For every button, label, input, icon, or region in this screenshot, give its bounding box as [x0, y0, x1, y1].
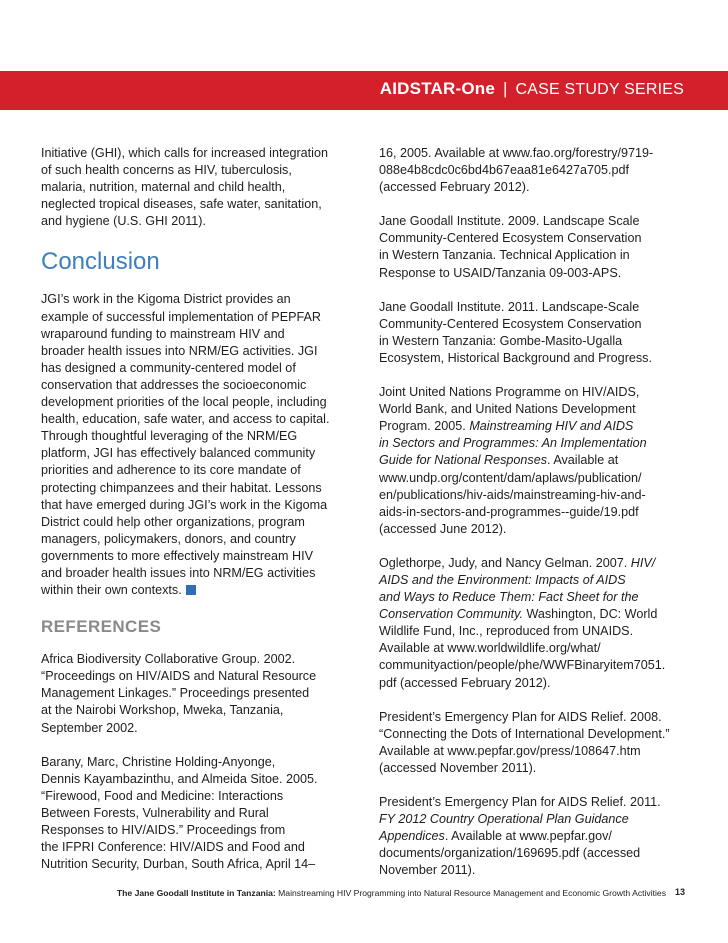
text-line: neglected tropical diseases, safe water, sanitation,: [41, 197, 322, 212]
text-line: conservation that addresses the socioeconomic: [41, 377, 307, 392]
text-line: example of successful implementation of PEPFAR: [41, 309, 321, 324]
text-line: (accessed November 2011).: [379, 760, 537, 775]
text-line: Ecosystem, Historical Background and Progress.: [379, 350, 652, 365]
conclusion-heading: Conclusion: [41, 248, 160, 276]
text-line: Joint United Nations Programme on HIV/AIDS,: [379, 385, 640, 400]
text-line: documents/organization/169695.pdf (accessed: [379, 846, 641, 861]
text-line: protecting chimpanzees and their habitat. Lessons: [41, 480, 322, 495]
text-line: Between Forests, Vulnerability and Rural: [41, 805, 269, 820]
text-line: Responses to HIV/AIDS.” Proceedings from: [41, 823, 286, 837]
text-line: (accessed February 2012).: [379, 180, 530, 195]
text-line: in Western Tanzania: Gombe-Masito-Ugalla: [379, 333, 623, 348]
page-footer: [0, 887, 728, 901]
page-number: 13: [674, 887, 685, 897]
text-line: “Proceedings on HIV/AIDS and Natural Resource: [41, 669, 317, 684]
text-line: World Bank, and United Nations Development: [379, 402, 636, 417]
text-line: Community-Centered Ecosystem Conservation: [379, 231, 642, 246]
text-line: Available at www.worldwildlife.org/what/: [379, 641, 601, 656]
text-line: has designed a community-centered model of: [41, 360, 296, 375]
text-line: at the Nairobi Workshop, Mweka, Tanzania,: [41, 703, 284, 718]
italic-title: Guide for National Responses: [379, 453, 548, 468]
text-line: Nutrition Security, Durban, South Africa, April 14–: [41, 857, 316, 872]
header-band: [0, 71, 728, 110]
text-line: JGI’s work in the Kigoma District provides an: [41, 292, 291, 307]
text-line: [379, 435, 689, 452]
text-line: aids-in-sectors-and-programmes--guide/19.pdf: [379, 504, 639, 519]
text-line: Response to USAID/Tanzania 09-003-APS.: [379, 265, 622, 280]
text-line: in Western Tanzania. Technical Application in: [379, 248, 630, 263]
text-line: Dennis Kayambazinthu, and Almeida Sitoe. 2005.: [41, 771, 318, 786]
text-line: Available at www.pepfar.gov/press/108647.htm: [379, 743, 641, 758]
italic-title: Conservation Community.: [379, 607, 523, 622]
conclusion-paragraph: [41, 291, 353, 599]
text-line: health, education, safe water, and access to capital.: [41, 412, 330, 427]
reference-entry: [379, 213, 689, 281]
text-line: [379, 811, 689, 828]
text-span: . Available at: [547, 453, 619, 468]
text-span: . Available at www.pepfar.gov/: [444, 829, 612, 844]
text-line: November 2011).: [379, 863, 476, 878]
text-line: Africa Biodiversity Collaborative Group. 2002.: [41, 652, 296, 667]
text-line: that have emerged during JGI’s work in the Kigoma: [41, 497, 328, 512]
references-heading: REFERENCES: [41, 617, 162, 637]
reference-entry: [379, 794, 689, 879]
text-span: Washington, DC: World: [522, 607, 658, 622]
text-line: the IFPRI Conference: HIV/AIDS and Food and: [41, 840, 305, 855]
text-line: governments to more effectively mainstream HIV: [41, 548, 314, 563]
reference-entry: [41, 754, 353, 874]
text-line: Jane Goodall Institute. 2011. Landscape-Scale: [379, 299, 640, 314]
text-line: [379, 418, 689, 435]
text-line: District could help other organizations, program: [41, 514, 305, 529]
italic-title: Appendices: [379, 829, 445, 844]
text-line: Community-Centered Ecosystem Conservation: [379, 316, 642, 331]
text-line: [379, 572, 689, 589]
footer-title: [117, 888, 666, 898]
intro-paragraph: [41, 145, 353, 230]
italic-title: Mainstreaming HIV and AIDS: [469, 419, 634, 434]
text-line: malaria, nutrition, maternal and child health,: [41, 180, 286, 195]
text-line: development priorities of the local people, including: [41, 395, 327, 410]
text-line: broader health issues into NRM/EG activities. JGI: [41, 343, 318, 358]
text-line: “Connecting the Dots of International Development.”: [379, 726, 670, 741]
text-line: [379, 589, 689, 606]
italic-title: HIV/: [630, 555, 656, 570]
text-line: of such health concerns as HIV, tuberculosis,: [41, 163, 292, 178]
reference-entry: [379, 709, 689, 777]
reference-entry: [379, 384, 689, 538]
text-line: President’s Emergency Plan for AIDS Relief. 2011.: [379, 795, 661, 809]
italic-title: AIDS and the Environment: Impacts of AIDS: [379, 572, 626, 587]
text-line: Barany, Marc, Christine Holding-Anyonge,: [41, 754, 276, 769]
text-line: managers, policymakers, donors, and country: [41, 531, 296, 546]
text-line: wraparound funding to mainstream HIV and: [41, 326, 285, 341]
text-line: [379, 828, 689, 845]
footer-doc-title: Mainstreaming HIV Programming into Natural Resource Management and Economic Growth Activities: [275, 888, 666, 898]
brand-name: AIDSTAR-One: [379, 79, 495, 98]
reference-entry: [41, 651, 353, 736]
text-span: within their own contexts.: [41, 583, 182, 598]
text-line: [379, 452, 689, 469]
text-line: Initiative (GHI), which calls for increased integration: [41, 146, 328, 160]
text-line: en/publications/hiv-aids/mainstreaming-hiv-and-: [379, 487, 646, 502]
reference-entry: [379, 555, 689, 692]
text-line: and broader health issues into NRM/EG activities: [41, 565, 316, 580]
right-column: [379, 145, 689, 896]
text-line: pdf (accessed February 2012).: [379, 675, 551, 690]
text-span: Program. 2005.: [379, 419, 470, 434]
footer-org: The Jane Goodall Institute in Tanzania:: [116, 888, 276, 898]
text-line: communityaction/people/phe/WWFBinaryitem7051.: [379, 658, 666, 673]
text-line: President’s Emergency Plan for AIDS Relief. 2008.: [379, 709, 662, 724]
text-line: and hygiene (U.S. GHI 2011).: [41, 214, 206, 229]
reference-entry: [379, 299, 689, 367]
text-line: priorities and adherence to its core mandate of: [41, 463, 301, 478]
text-line: Through thoughtful leveraging of the NRM/EG: [41, 429, 298, 444]
reference-entry-continued: [379, 145, 689, 196]
text-line: (accessed June 2012).: [379, 521, 507, 536]
header-separator: |: [502, 79, 508, 98]
text-line: 16, 2005. Available at www.fao.org/forestry/9719-: [379, 146, 654, 160]
series-name: CASE STUDY SERIES: [515, 81, 684, 98]
end-mark-icon: [186, 585, 196, 595]
italic-title: and Ways to Reduce Them: Fact Sheet for the: [379, 590, 639, 605]
text-line: September 2002.: [41, 720, 138, 735]
text-line: www.undp.org/content/dam/aplaws/publication/: [379, 470, 642, 485]
text-line: “Firewood, Food and Medicine: Interactions: [41, 788, 284, 803]
series-title: [380, 79, 684, 99]
text-line: [41, 582, 353, 599]
text-line: 088e4b8cdc0c6bd4b67eaa81e6427a705.pdf: [379, 163, 630, 178]
text-line: Wildlife Fund, Inc., reproduced from UNAIDS.: [379, 624, 634, 639]
italic-title: in Sectors and Programmes: An Implementation: [379, 436, 647, 451]
text-line: platform, JGI has effectively balanced community: [41, 446, 316, 461]
text-line: [379, 606, 689, 623]
text-span: Oglethorpe, Judy, and Nancy Gelman. 2007.: [379, 555, 631, 570]
text-line: [379, 555, 689, 572]
text-line: Jane Goodall Institute. 2009. Landscape Scale: [379, 214, 640, 229]
left-column: [41, 145, 353, 890]
italic-title: FY 2012 Country Operational Plan Guidance: [379, 812, 629, 827]
text-line: Management Linkages.” Proceedings presented: [41, 686, 310, 701]
